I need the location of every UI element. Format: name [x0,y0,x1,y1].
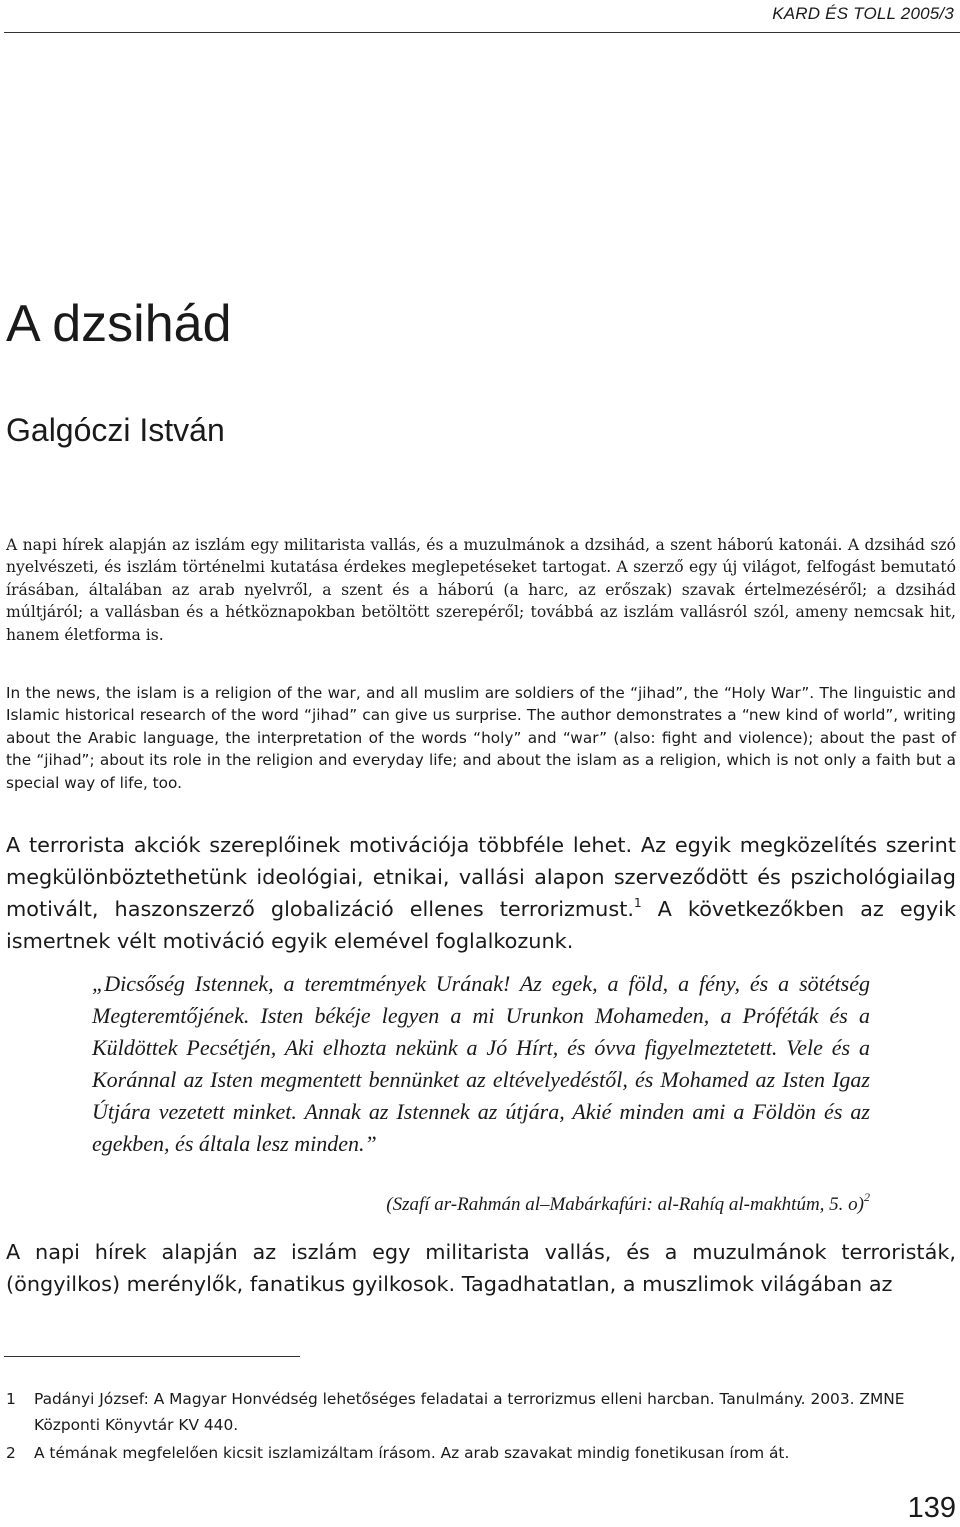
page-number: 139 [907,1492,956,1524]
footnote-ref-2[interactable]: 2 [864,1190,870,1204]
body-paragraph-1-continuation: A következőkben az egyik ismertnek vélt motiváció egyik elemével foglalkozunk. [6,897,957,953]
body-paragraph-2: A napi hírek alapján az iszlám egy militarista vallás, és a muzulmánok terroristák, (öngyilkos) merénylők, fanatikus gyilkosok. Tagadhatatlan, a muszlimok világában az [6,1240,956,1296]
footnote-item [6,1440,958,1466]
article-title: A dzsihád [6,295,232,353]
footnote-number: 2 [6,1444,16,1462]
body-paragraph-1-text: A terrorista akciók szereplőinek motivációja többféle lehet. Az egyik megközelítés szerint megkülönböztethetünk ideológiai, etnikai, vallási alapon szerveződött és pszichológiailag motivált, haszonszerző globalizáció ellenes terrorizmust. [6,833,956,921]
header-divider [4,32,960,33]
footnote-item [6,1386,958,1438]
footnote-text: Padányi József: A Magyar Honvédség lehetőséges feladatai a terrorizmus elleni harcban. Tanulmány. 2003. ZMNE Központi Könyvtár KV 440. [34,1390,905,1434]
footnote-text: A témának megfelelően kicsit iszlamizáltam írásom. Az arab szavakat mindig fonetikusan írom át. [34,1444,790,1462]
block-quote: „Dicsőség Istennek, a teremtmények Urának! Az egek, a föld, a fény, és a sötétség Megteremtőjének. Isten békéje legyen a mi Urunkon Mohameden, a Próféták és a Küldöttek Pecsétjén, Aki elhozta nekünk a Jó Hírt, és óvva figyelmeztetett. Vele és a Koránnal az Isten megmentett bennünket az eltévelyedéstől, és Mohamed az Isten Igaz Útjára vezetett minket. Annak az Istennek az útjára, Akié minden ami a Földön és az egekben, és általa lesz minden.” [92,971,870,1156]
article-author: Galgóczi István [6,412,225,448]
footnote-divider [4,1356,300,1357]
footnote-number: 1 [6,1390,16,1408]
footnote-list [6,1386,958,1468]
quote-citation [386,1191,870,1219]
footnote-ref-1[interactable]: 1 [633,896,642,910]
body-paragraph-1 [6,829,956,957]
abstract-hungarian: A napi hírek alapján az iszlám egy militarista vallás, és a muzulmánok a dzsihád, a szent háború katonái. A dzsihád szó nyelvészeti, és iszlám történelmi kutatása érdekes meglepetéseket tartogat. A szerző egy új világot, felfogást bemutató írásában, általában az arab nyelvről, a szent és a háború (a harc, az erőszak) szavak értelmezéséről; a dzsihád múltjáról; a vallásban és a hétköznapokban betöltött szerepéről; továbbá az iszlám vallásról szól, ameny nemcsak hit, hanem életforma is. [6,536,956,644]
quote-citation-text: (Szafí ar-Rahmán al–Mabárkafúri: al-Rahíq al-makhtúm, 5. o) [386,1194,864,1215]
abstract-english: In the news, the islam is a religion of the war, and all muslim are soldiers of the “jihad”, the “Holy War”. The linguistic and Islamic historical research of the word “jihad” can give us surprise. The author demonstrates a “new kind of world”, writing about the Arabic language, the interpretation of the words “holy” and “war” (also: fight and violence); about the past of the “jihad”; about its role in the religion and everyday life; and about the islam as a religion, which is not only a faith but a special way of life, too. [6,684,956,792]
journal-header: KARD ÉS TOLL 2005/3 [772,4,954,23]
